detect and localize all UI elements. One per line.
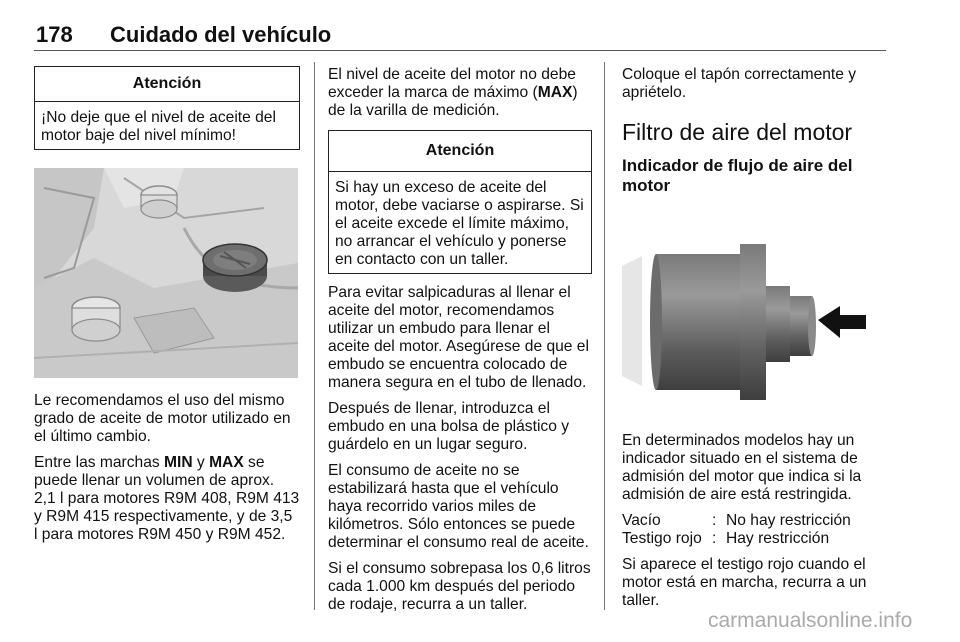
column-3	[622, 66, 880, 196]
warning-box	[34, 66, 300, 150]
status-table	[622, 512, 880, 548]
watermark: carmanualsonline.info	[708, 609, 913, 632]
paragraph: Después de llenar, introduzca el embudo en una bolsa de plástico y guárdelo en un lugar seguro.	[328, 400, 570, 453]
page-title: Cuidado del vehículo	[110, 22, 332, 47]
column-1	[34, 66, 300, 150]
paragraph: El nivel de aceite del motor no debe exceder la marca de máximo (MAX) de la varilla de medición.	[328, 66, 578, 119]
page-header	[34, 22, 886, 51]
column-3-text	[622, 432, 880, 618]
column-divider	[604, 62, 605, 610]
status-row: Vacío : No hay restricción	[622, 512, 851, 529]
paragraph: Si el consumo sobrepasa los 0,6 litros cada 1.000 km después del periodo de rodaje, recurra a un taller.	[328, 560, 591, 613]
oil-cap-icon	[203, 244, 267, 292]
warning-text: ¡No deje que el nivel de aceite del motor baje del nivel mínimo!	[41, 109, 276, 144]
page-number: 178	[36, 22, 73, 47]
air-flow-indicator-illustration	[622, 226, 884, 418]
column-divider	[314, 62, 315, 610]
subsection-heading: Indicador de flujo de aire del motor	[622, 156, 853, 195]
warning-box	[328, 130, 592, 274]
warning-text: Si hay un exceso de aceite del motor, debe vaciarse o aspirarse. Si el aceite excede el límite máximo, no arrancar el vehículo y ponerse en contacto con un taller.	[335, 179, 584, 268]
section-heading: Filtro de aire del motor	[622, 119, 853, 145]
engine-oil-cap-illustration	[34, 168, 298, 378]
paragraph: Coloque el tapón correctamente y apriételo.	[622, 66, 857, 101]
paragraph: Si aparece el testigo rojo cuando el motor está en marcha, recurra a un taller.	[622, 556, 867, 609]
status-row: Testigo rojo : Hay restricción	[622, 530, 830, 547]
column-1-text	[34, 392, 300, 552]
paragraph: Entre las marchas MIN y MAX se puede llenar un volumen de aprox. 2,1 l para motores R9M 408, R9M 413 y R9M 415 respectivamente, y de 3,5 l para motores R9M 450 y R9M 452.	[34, 454, 300, 543]
paragraph: Le recomendamos el uso del mismo grado de aceite de motor utilizado en el último cambio.	[34, 392, 291, 445]
paragraph: En determinados modelos hay un indicador situado en el sistema de admisión del motor que indica si la admisión de aire está restringida.	[622, 432, 862, 503]
paragraph: Para evitar salpicaduras al llenar el aceite del motor, recomendamos utilizar un embudo para llenar el aceite del motor. Asegúrese de que el embudo se encuentra colocado de manera segura en el tubo de llenado.	[328, 284, 589, 391]
paragraph: El consumo de aceite no se estabilizará hasta que el vehículo haya recorrido varios miles de kilómetros. Sólo entonces se puede determinar el consumo real de aceite.	[328, 462, 589, 551]
warning-title: Atención	[329, 131, 591, 172]
warning-title: Atención	[35, 67, 299, 102]
column-2	[328, 66, 592, 622]
